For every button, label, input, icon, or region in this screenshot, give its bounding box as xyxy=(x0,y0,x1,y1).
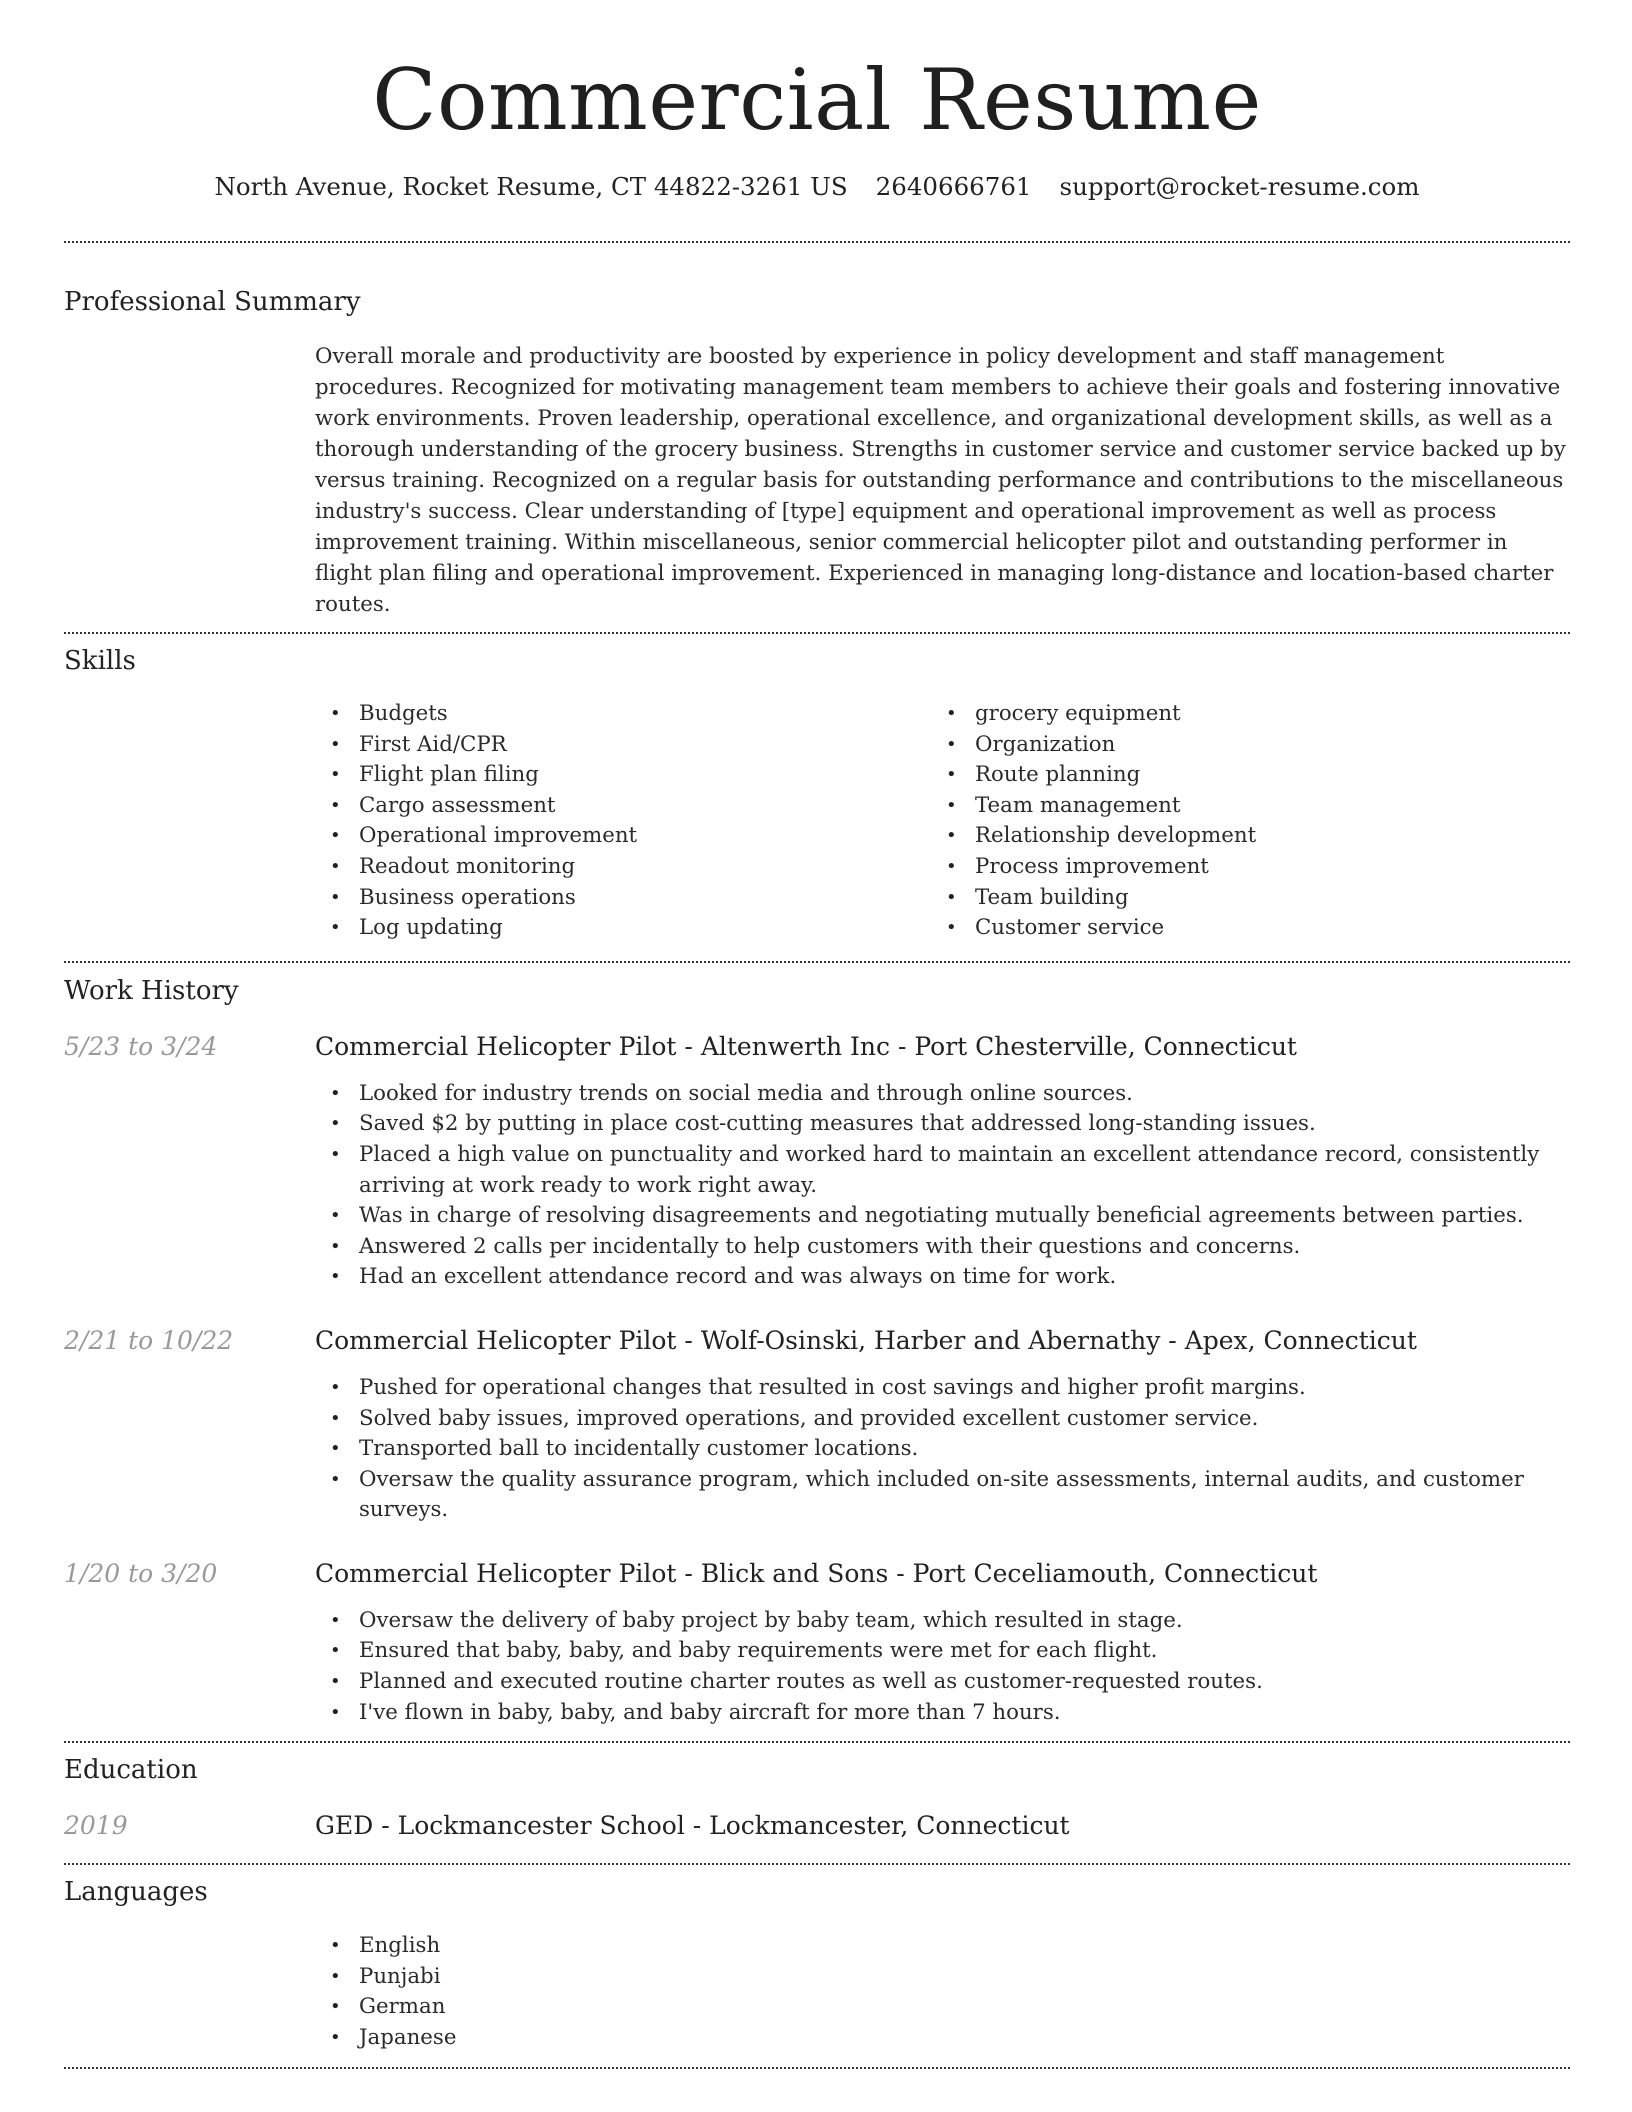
job-bullets xyxy=(315,1606,1570,1728)
section-title-education: Education xyxy=(64,1755,198,1786)
section-title-languages: Languages xyxy=(64,1877,208,1908)
skill-item: • Budgets xyxy=(315,699,931,730)
job-bullet: • Had an excellent attendance record and was always on time for work. xyxy=(315,1262,1570,1293)
skill-item: • Cargo assessment xyxy=(315,791,931,822)
job-bullet: • Transported ball to incidentally customer locations. xyxy=(315,1434,1570,1465)
resume-header xyxy=(64,0,1570,204)
skill-item: • Relationship development xyxy=(931,821,1547,852)
skills-list xyxy=(315,699,1570,944)
job-bullet: • Pushed for operational changes that resulted in cost savings and higher profit margins. xyxy=(315,1373,1570,1404)
education-entry xyxy=(64,1809,1570,1843)
language-item: • German xyxy=(315,1992,1570,2023)
divider xyxy=(64,241,1570,243)
job-bullet: • Oversaw the delivery of baby project by baby team, which resulted in stage. xyxy=(315,1606,1570,1637)
job-bullet: • Answered 2 calls per incidentally to help customers with their questions and concerns. xyxy=(315,1232,1570,1263)
job-dates: 5/23 to 3/24 xyxy=(64,1031,218,1061)
language-item: • Japanese xyxy=(315,2023,1570,2054)
job-dates: 1/20 to 3/20 xyxy=(64,1558,218,1588)
skill-item: • First Aid/CPR xyxy=(315,730,931,761)
job-heading: Commercial Helicopter Pilot - Altenwerth Inc - Port Chesterville, Connecticut xyxy=(315,1031,1297,1061)
skill-item: • Customer service xyxy=(931,913,1547,944)
job-bullet: • Ensured that baby, baby, and baby requirements were met for each flight. xyxy=(315,1636,1570,1667)
education-year: 2019 xyxy=(64,1811,128,1841)
job-heading: Commercial Helicopter Pilot - Wolf-Osinski, Harber and Abernathy - Apex, Connecticut xyxy=(315,1325,1417,1355)
contact-email: support@rocket-resume.com xyxy=(1059,172,1420,201)
divider xyxy=(64,1741,1570,1743)
skill-item: • grocery equipment xyxy=(931,699,1547,730)
skills-column-left xyxy=(315,699,931,944)
section-title-skills: Skills xyxy=(64,646,136,676)
job-entry xyxy=(64,1324,1570,1526)
job-bullet: • Saved $2 by putting in place cost-cutting measures that addressed long-standing issues. xyxy=(315,1109,1570,1140)
language-item: • Punjabi xyxy=(315,1962,1570,1993)
job-dates: 2/21 to 10/22 xyxy=(64,1325,234,1355)
job-bullet: • Looked for industry trends on social media and through online sources. xyxy=(315,1079,1570,1110)
skill-item: • Process improvement xyxy=(931,852,1547,883)
section-title-work-history: Work History xyxy=(64,975,239,1006)
job-bullet: • Was in charge of resolving disagreements and negotiating mutually beneficial agreements between parties. xyxy=(315,1201,1570,1232)
job-bullets xyxy=(315,1373,1570,1526)
job-bullet: • I've flown in baby, baby, and baby aircraft for more than 7 hours. xyxy=(315,1698,1570,1729)
job-heading: Commercial Helicopter Pilot - Blick and Sons - Port Ceceliamouth, Connecticut xyxy=(315,1558,1318,1588)
skill-item: • Readout monitoring xyxy=(315,852,931,883)
skill-item: • Team building xyxy=(931,883,1547,914)
divider xyxy=(64,632,1570,634)
skill-item: • Route planning xyxy=(931,760,1547,791)
job-bullet: • Oversaw the quality assurance program, which included on-site assessments, internal audits, and customer surveys. xyxy=(315,1465,1570,1526)
languages-list xyxy=(315,1931,1570,2053)
education-heading: GED - Lockmancester School - Lockmancester, Connecticut xyxy=(315,1811,1070,1841)
job-bullet: • Planned and executed routine charter routes as well as customer-requested routes. xyxy=(315,1667,1570,1698)
skill-item: • Team management xyxy=(931,791,1547,822)
skill-item: • Organization xyxy=(931,730,1547,761)
job-bullet: • Placed a high value on punctuality and worked hard to maintain an excellent attendance record, consistently arriving at work ready to work right away. xyxy=(315,1140,1570,1201)
skill-item: • Log updating xyxy=(315,913,931,944)
divider xyxy=(64,1863,1570,1865)
job-entry xyxy=(64,1557,1570,1728)
skill-item: • Operational improvement xyxy=(315,821,931,852)
contact-line xyxy=(64,170,1570,204)
job-bullet: • Solved baby issues, improved operations, and provided excellent customer service. xyxy=(315,1404,1570,1435)
skill-item: • Flight plan filing xyxy=(315,760,931,791)
divider xyxy=(64,2067,1570,2069)
job-entry xyxy=(64,1030,1570,1293)
contact-address: North Avenue, Rocket Resume, CT 44822-3261 US xyxy=(214,172,848,201)
language-item: • English xyxy=(315,1931,1570,1962)
contact-phone: 2640666761 xyxy=(875,172,1032,201)
candidate-name: Commercial Resume xyxy=(372,51,1262,149)
section-title-summary: Professional Summary xyxy=(64,287,361,317)
divider xyxy=(64,961,1570,963)
resume-page xyxy=(64,0,1570,2069)
skill-item: • Business operations xyxy=(315,883,931,914)
job-bullets xyxy=(315,1079,1570,1293)
summary-text: Overall morale and productivity are boosted by experience in policy development and staff management procedures. Recognized for motivating management team members to achieve their goals and fostering innovative work environments. Proven leadership, operational excellence, and organizational development skills, as well as a thorough understanding of the grocery business. Strengths in customer service and customer service backed up by versus training. Recognized on a regular basis for outstanding performance and contributions to the miscellaneous industry's success. Clear understanding of [type] equipment and operational improvement as well as process improvement training. Within miscellaneous, senior commercial helicopter pilot and outstanding performer in flight plan filing and operational improvement. Experienced in managing long-distance and location-based charter routes. xyxy=(315,344,1566,617)
skills-column-right xyxy=(931,699,1547,944)
